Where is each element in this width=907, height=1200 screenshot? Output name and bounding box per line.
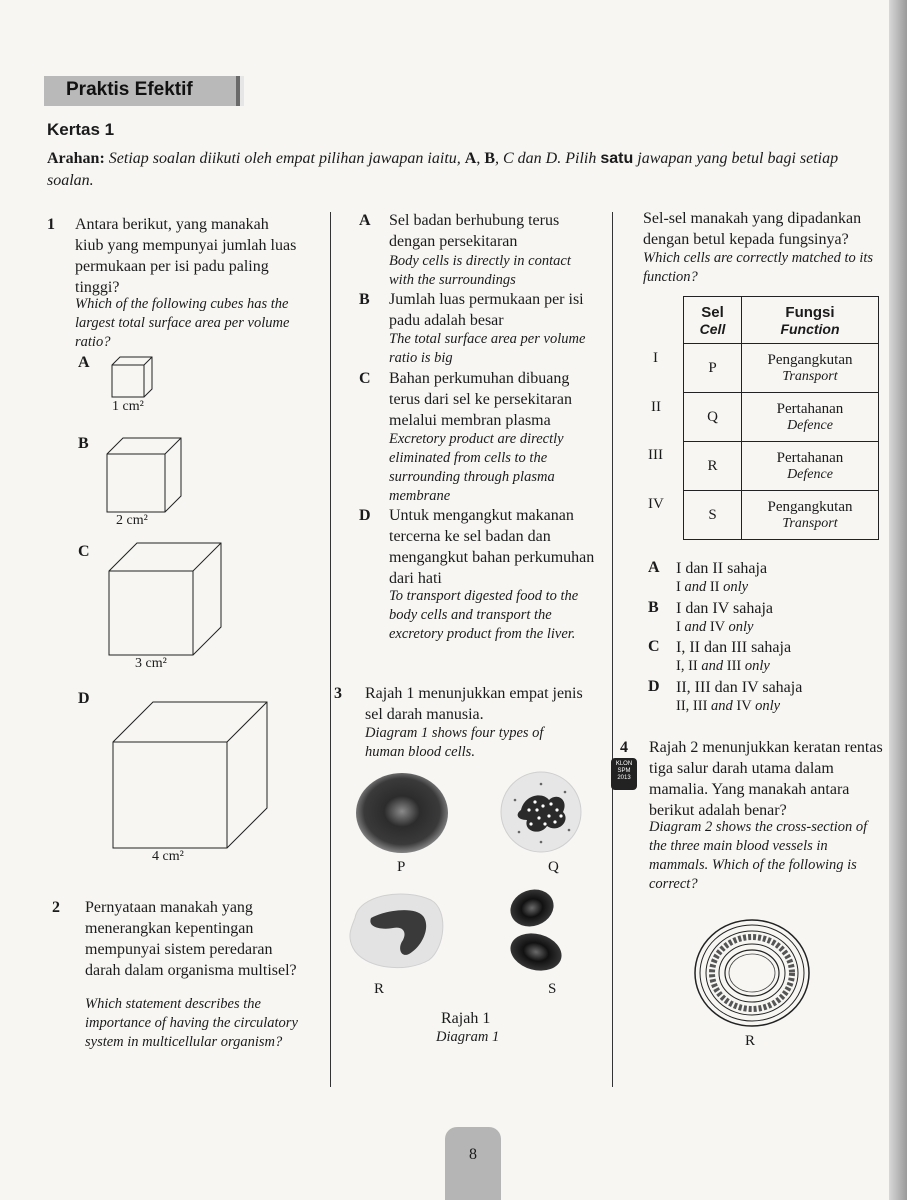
table-cell-letter: P (684, 344, 742, 393)
q1-option-c-letter: C (78, 543, 90, 560)
question-4-number: 4 (620, 739, 628, 756)
klon-spm-badge: KLON SPM 2013 (611, 758, 637, 790)
page-edge-shadow (889, 0, 907, 1200)
q3-option-b-en (676, 619, 753, 636)
opt-en-part: I (676, 619, 685, 635)
q2-option-a-en: Body cells is directly in contact with the surroundings (389, 253, 571, 288)
question-2-number: 2 (52, 899, 60, 916)
opt-en-part: only (744, 658, 770, 674)
question-3-continued-en: Which cells are correctly matched to its function? (643, 250, 874, 285)
opt-en-part: and (684, 619, 707, 635)
table-cell-function (742, 344, 879, 393)
opt-en-part: III (723, 658, 745, 674)
instructions-option-b: B (484, 150, 495, 167)
opt-en-part: only (755, 698, 781, 714)
question-1-text-en: Which of the following cubes has the largest total surface area per volume ratio? (75, 296, 290, 350)
q2-option-d-letter: D (359, 507, 371, 524)
page-number: 8 (469, 1146, 477, 1163)
blood-cell-s-label: S (548, 981, 557, 997)
q2-option-d-ms: Untuk mengangkut makanan tercerna ke sel badan dan mengangkut bahan perkumuhan dari hati (389, 507, 595, 587)
diagram-1-caption-ms: Rajah 1 (441, 1010, 491, 1027)
cube-c-label: 3 cm² (135, 656, 167, 671)
table-cell-function (742, 491, 879, 540)
question-2-text-ms: Pernyataan manakah yang menerangkan kepentingan mempunyai sistem peredaran darah dalam organisma multisel? (85, 899, 297, 979)
instructions-text-2: , C dan D. Pilih (495, 150, 601, 167)
instructions-text-1: Setiap soalan diikuti oleh empat pilihan jawapan iaitu, (108, 150, 465, 167)
question-3-text-en: Diagram 1 shows four types of human blood cells. (365, 725, 544, 760)
blood-cell-s-diagram (504, 886, 562, 978)
q3-option-c-letter: C (648, 638, 660, 655)
cube-d-diagram (113, 702, 269, 850)
question-3-number: 3 (334, 685, 342, 702)
opt-en-part: only (723, 579, 749, 595)
cube-d-label: 4 cm² (152, 849, 184, 864)
table-row (684, 393, 879, 442)
q3-option-a-en (676, 579, 748, 596)
row-num-iv: IV (648, 496, 664, 512)
blood-cell-q-label: Q (548, 859, 559, 875)
q3-option-c-ms: I, II dan III sahaja (676, 639, 792, 656)
cube-b-diagram (107, 438, 185, 516)
table-header-function (742, 297, 879, 344)
q2-option-a-ms: Sel badan berhubung terus dengan persekitaran (389, 212, 560, 250)
table-header-cell (684, 297, 742, 344)
q2-option-b-letter: B (359, 291, 370, 308)
instructions-satu: satu (600, 150, 634, 167)
function-en: Defence (787, 417, 833, 433)
question-4-text-en: Diagram 2 shows the cross-section of the three main blood vessels in mammals. Which of the following is correct? (649, 819, 868, 892)
opt-en-part: only (728, 619, 754, 635)
row-num-i: I (653, 350, 658, 366)
q3-option-a-ms: I dan II sahaja (676, 560, 768, 577)
row-num-ii: II (651, 399, 661, 415)
q3-option-d-letter: D (648, 678, 660, 695)
row-num-iii: III (648, 447, 663, 463)
opt-en-part: IV (732, 698, 756, 714)
blood-vessel-r-label: R (745, 1033, 756, 1049)
question-4-text-ms: Rajah 2 menunjukkan keratan rentas tiga salur darah utama dalam mamalia. Yang manakah antara berikut adalah benar? (649, 739, 883, 819)
blood-cell-p-label: P (397, 859, 406, 875)
instructions (47, 148, 857, 192)
table-cell-letter: R (684, 442, 742, 491)
header-sel: Sel (701, 303, 724, 321)
function-ms: Pengangkutan (767, 351, 853, 368)
function-en: Defence (787, 466, 833, 482)
table-row (684, 442, 879, 491)
question-3-text-ms: Rajah 1 menunjukkan empat jenis sel darah manusia. (365, 685, 583, 723)
instructions-text-3: jawapan yang betul bagi setiap soalan. (47, 150, 839, 189)
q2-option-a-letter: A (359, 212, 371, 229)
column-divider-left (330, 212, 331, 1087)
function-en: Transport (782, 368, 838, 384)
q3-option-c-en (676, 658, 770, 675)
question-1-text-ms: Antara berikut, yang manakah kiub yang mempunyai jumlah luas permukaan per isi padu paling tinggi? (75, 216, 297, 296)
question-2-text-en: Which statement describes the importance of having the circulatory system in multicellular organism? (85, 996, 298, 1050)
header-function-en: Function (780, 320, 840, 337)
q3-option-b-letter: B (648, 599, 659, 616)
question-3-continued-ms: Sel-sel manakah yang dipadankan dengan betul kepada fungsinya? (643, 210, 862, 248)
blood-cell-r-diagram (345, 888, 447, 972)
instructions-comma: , (476, 150, 485, 167)
header-fungsi: Fungsi (785, 303, 835, 321)
opt-en-part: and (701, 658, 724, 674)
cube-b-label: 2 cm² (116, 513, 148, 528)
q2-option-c-en: Excretory product are directly eliminated from cells to the surrounding through plasma membrane (389, 431, 564, 504)
table-cell-function (742, 442, 879, 491)
q1-option-b-letter: B (78, 435, 89, 452)
section-title: Praktis Efektif (66, 79, 193, 100)
instructions-label: Arahan: (47, 150, 105, 167)
q3-option-d-en (676, 698, 780, 715)
function-ms: Pertahanan (776, 449, 844, 466)
paper-title: Kertas 1 (47, 120, 115, 139)
q2-option-d-en: To transport digested food to the body cells and transport the excretory product from the liver. (389, 588, 579, 642)
blood-cell-p-diagram (354, 770, 450, 856)
question-1-number: 1 (47, 216, 55, 233)
cube-a-diagram (112, 357, 156, 401)
q2-option-c-ms: Bahan perkumuhan dibuang terus dari sel ke persekitaran melalui membran plasma (389, 370, 573, 429)
table-cell-letter: Q (684, 393, 742, 442)
opt-en-part: IV (706, 619, 729, 635)
column-divider-right (612, 212, 613, 1087)
table-cell-letter: S (684, 491, 742, 540)
opt-en-part: I (676, 579, 685, 595)
blood-vessel-r-diagram (693, 918, 811, 1028)
function-ms: Pengangkutan (767, 498, 853, 515)
table-cell-function (742, 393, 879, 442)
table-row (684, 344, 879, 393)
cube-a-label: 1 cm² (112, 399, 144, 414)
q3-option-a-letter: A (648, 559, 660, 576)
opt-en-part: and (684, 579, 707, 595)
opt-en-part: I, II (676, 658, 702, 674)
q2-option-b-ms: Jumlah luas permukaan per isi padu adalah besar (389, 291, 584, 329)
q2-option-c-letter: C (359, 370, 371, 387)
table-row (684, 491, 879, 540)
cell-function-table (683, 296, 879, 540)
opt-en-part: and (711, 698, 733, 714)
q1-option-a-letter: A (78, 354, 90, 371)
function-ms: Pertahanan (776, 400, 844, 417)
blood-cell-r-label: R (374, 981, 385, 997)
q2-option-b-en: The total surface area per volume ratio is big (389, 331, 586, 366)
cube-c-diagram (109, 543, 223, 657)
function-en: Transport (782, 515, 838, 531)
header-cell-en: Cell (699, 320, 726, 337)
q3-option-d-ms: II, III dan IV sahaja (676, 679, 803, 696)
q1-option-d-letter: D (78, 690, 90, 707)
opt-en-part: II (706, 579, 724, 595)
diagram-1-caption-en: Diagram 1 (436, 1029, 500, 1045)
q3-option-b-ms: I dan IV sahaja (676, 600, 773, 617)
blood-cell-q-diagram (499, 770, 583, 854)
opt-en-part: II, III (676, 698, 712, 714)
instructions-option-a: A (464, 150, 477, 167)
